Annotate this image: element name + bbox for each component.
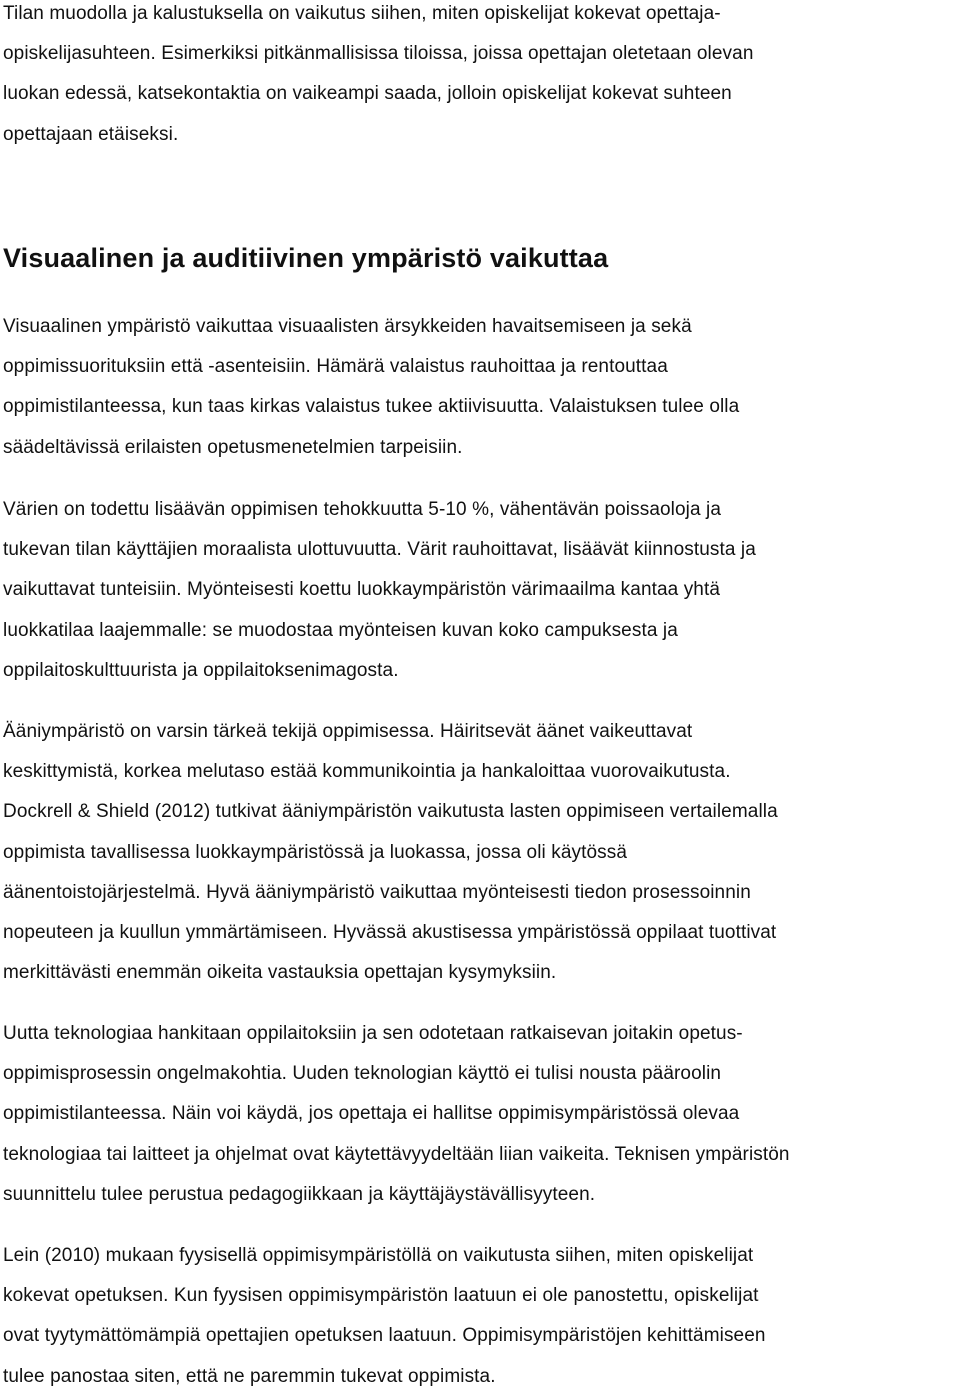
text-line: teknologiaa tai laitteet ja ohjelmat ovat käytettävyydeltään liian vaikeita. Teknisen ympäristön — [3, 1143, 790, 1165]
section-heading: Visuaalinen ja auditiivinen ympäristö vaikuttaa — [3, 243, 609, 273]
colors-paragraph — [3, 490, 756, 691]
text-line: Tilan muodolla ja kalustuksella on vaikutus siihen, miten opiskelijat kokevat opettaja- — [3, 3, 721, 24]
text-line: suunnittelu tulee perustua pedagogiikkaan ja käyttäjäystävällisyyteen. — [3, 1183, 596, 1205]
text-line: oppimistilanteessa, kun taas kirkas valaistus tukee aktiivisuutta. Valaistuksen tulee olla — [3, 396, 740, 418]
text-line: äänentoistojärjestelmä. Hyvä ääniympäristö vaikuttaa myönteisesti tiedon prosessoinnin — [3, 881, 751, 903]
text-line: oppimisprosessin ongelmakohtia. Uuden teknologian käyttö ei tulisi nousta pääroolin — [3, 1063, 722, 1085]
text-line: Dockrell & Shield (2012) tutkivat ääniympäristön vaikutusta lasten oppimiseen vertailemalla — [3, 801, 778, 823]
text-line: oppimista tavallisessa luokkaympäristössä ja luokassa, jossa oli käytössä — [3, 841, 628, 863]
visual-environment-paragraph — [3, 307, 739, 468]
text-line: Lein (2010) mukaan fyysisellä oppimisympäristöllä on vaikutusta siihen, miten opiskelijat — [3, 1245, 754, 1266]
text-line: kokevat opetuksen. Kun fyysisen oppimisympäristön laatuun ei ole panostettu, opiskelijat — [3, 1285, 759, 1307]
sound-environment-paragraph — [3, 712, 778, 993]
intro-paragraph — [3, 0, 753, 155]
text-line: luokan edessä, katsekontaktia on vaikeampi saada, jolloin opiskelijat kokevat suhteen — [3, 83, 732, 105]
text-line: merkittävästi enemmän oikeita vastauksia opettajan kysymyksiin. — [3, 962, 557, 984]
text-line: oppimistilanteessa. Näin voi käydä, jos opettaja ei hallitse oppimisympäristössä olevaa — [3, 1103, 740, 1125]
physical-environment-paragraph — [3, 1236, 766, 1397]
technology-paragraph — [3, 1014, 790, 1215]
text-line: tukevan tilan käyttäjien moraalista ulottuvuutta. Värit rauhoittavat, lisäävät kiinnostusta ja — [3, 539, 756, 561]
text-line: tulee panostaa siten, että ne paremmin tukevat oppimista. — [3, 1365, 496, 1387]
text-line: oppilaitoskulttuurista ja oppilaitoksenimagosta. — [3, 659, 399, 681]
text-line: nopeuteen ja kuullun ymmärtämiseen. Hyvässä akustisessa ympäristössä oppilaat tuottivat — [3, 921, 777, 943]
text-line: luokkatilaa laajemmalle: se muodostaa myönteisen kuvan koko campuksesta ja — [3, 619, 678, 641]
text-line: vaikuttavat tunteisiin. Myönteisesti koettu luokkaympäristön värimaailma kantaa yhtä — [3, 579, 721, 601]
text-line: Visuaalinen ympäristö vaikuttaa visuaalisten ärsykkeiden havaitsemiseen ja sekä — [3, 316, 692, 337]
text-line: opiskelijasuhteen. Esimerkiksi pitkänmallisissa tiloissa, joissa opettajan oletetaan olevan — [3, 43, 754, 65]
text-line: Ääniympäristö on varsin tärkeä tekijä oppimisessa. Häiritsevät äänet vaikeuttavat — [3, 721, 693, 742]
text-line: keskittymistä, korkea melutaso estää kommunikointia ja hankaloittaa vuorovaikutusta. — [3, 761, 731, 783]
text-line: Uutta teknologiaa hankitaan oppilaitoksiin ja sen odotetaan ratkaisevan joitakin opetus- — [3, 1023, 743, 1044]
text-line: opettajaan etäiseksi. — [3, 123, 179, 145]
text-line: säädeltävissä erilaisten opetusmenetelmien tarpeisiin. — [3, 436, 463, 458]
text-line: oppimissuorituksiin että -asenteisiin. Hämärä valaistus rauhoittaa ja rentouttaa — [3, 356, 668, 378]
text-line: Värien on todettu lisäävän oppimisen tehokkuutta 5-10 %, vähentävän poissaoloja ja — [3, 499, 721, 520]
text-line: ovat tyytymättömämpiä opettajien opetuksen laatuun. Oppimisympäristöjen kehittämiseen — [3, 1325, 766, 1347]
